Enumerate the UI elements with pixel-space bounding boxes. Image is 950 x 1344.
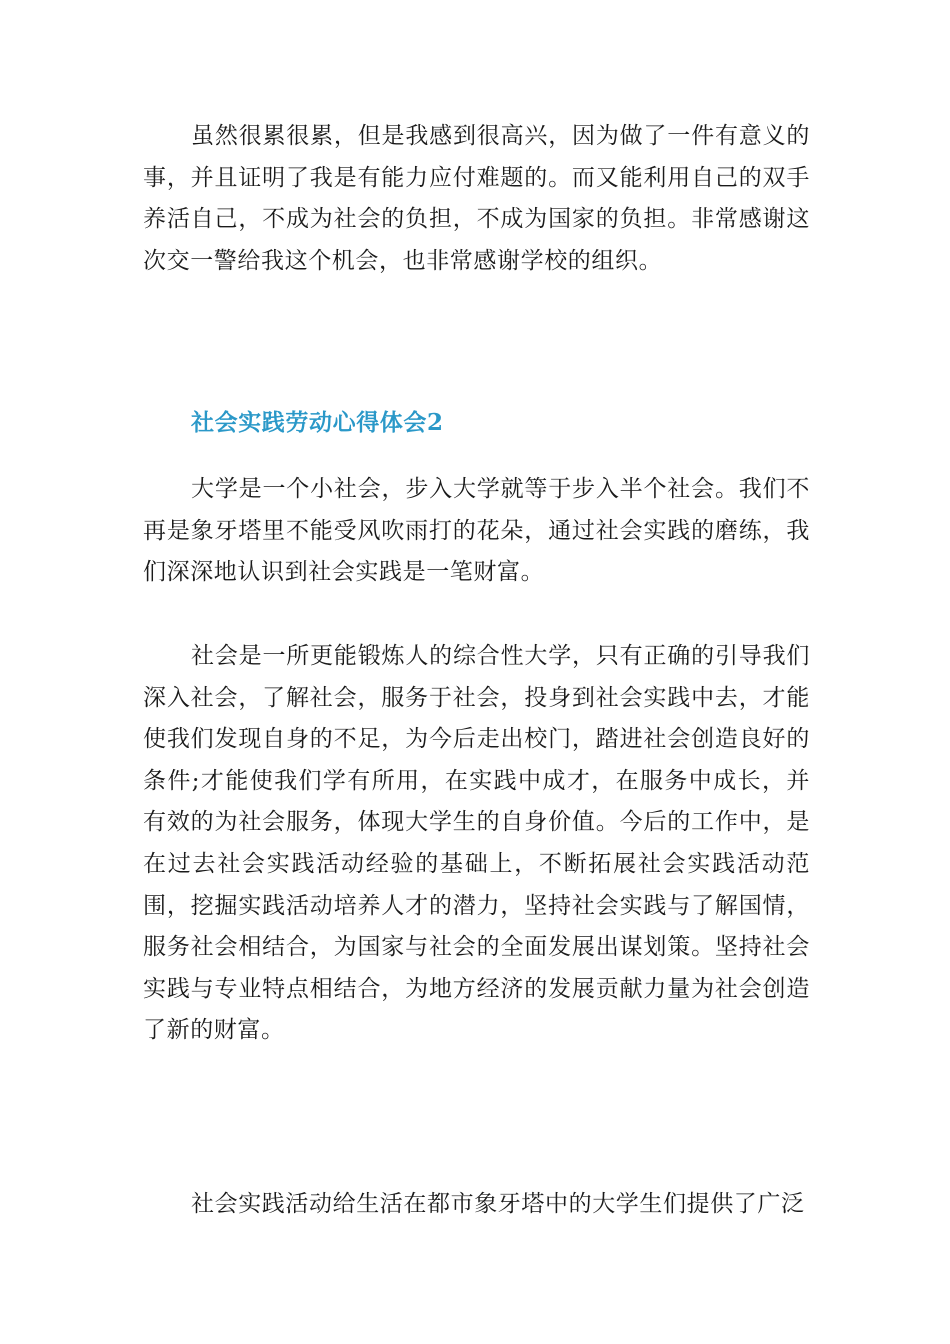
body-paragraph: 虽然很累很累，但是我感到很高兴，因为做了一件有意义的事，并且证明了我是有能力应付难题的。而又能利用自己的双手养活自己，不成为社会的负担，不成为国家的负担。非常感谢这次交一警给我这个机会，也非常感谢学校的组织。 xyxy=(143,123,810,274)
body-paragraph: 社会实践活动给生活在都市象牙塔中的大学生们提供了广泛 xyxy=(191,1191,805,1217)
section-heading: 社会实践劳动心得体会2 xyxy=(191,409,444,436)
body-paragraph: 大学是一个小社会，步入大学就等于步入半个社会。我们不再是象牙塔里不能受风吹雨打的花朵，通过社会实践的磨练，我们深深地认识到社会实践是一笔财富。 xyxy=(143,476,810,586)
body-paragraph: 社会是一所更能锻炼人的综合性大学，只有正确的引导我们深入社会，了解社会，服务于社会，投身到社会实践中去，才能使我们发现自身的不足，为今后走出校门，踏进社会创造良好的条件;才能使我们学有所用，在实践中成才，在服务中成长，并有效的为社会服务，体现大学生的自身价值。今后的工作中，是在过去社会实践活动经验的基础上，不断拓展社会实践活动范围，挖掘实践活动培养人才的潜力，坚持社会实践与了解国情，服务社会相结合，为国家与社会的全面发展出谋划策。坚持社会实践与专业特点相结合，为地方经济的发展贡献力量为社会创造了新的财富。 xyxy=(143,643,810,1044)
